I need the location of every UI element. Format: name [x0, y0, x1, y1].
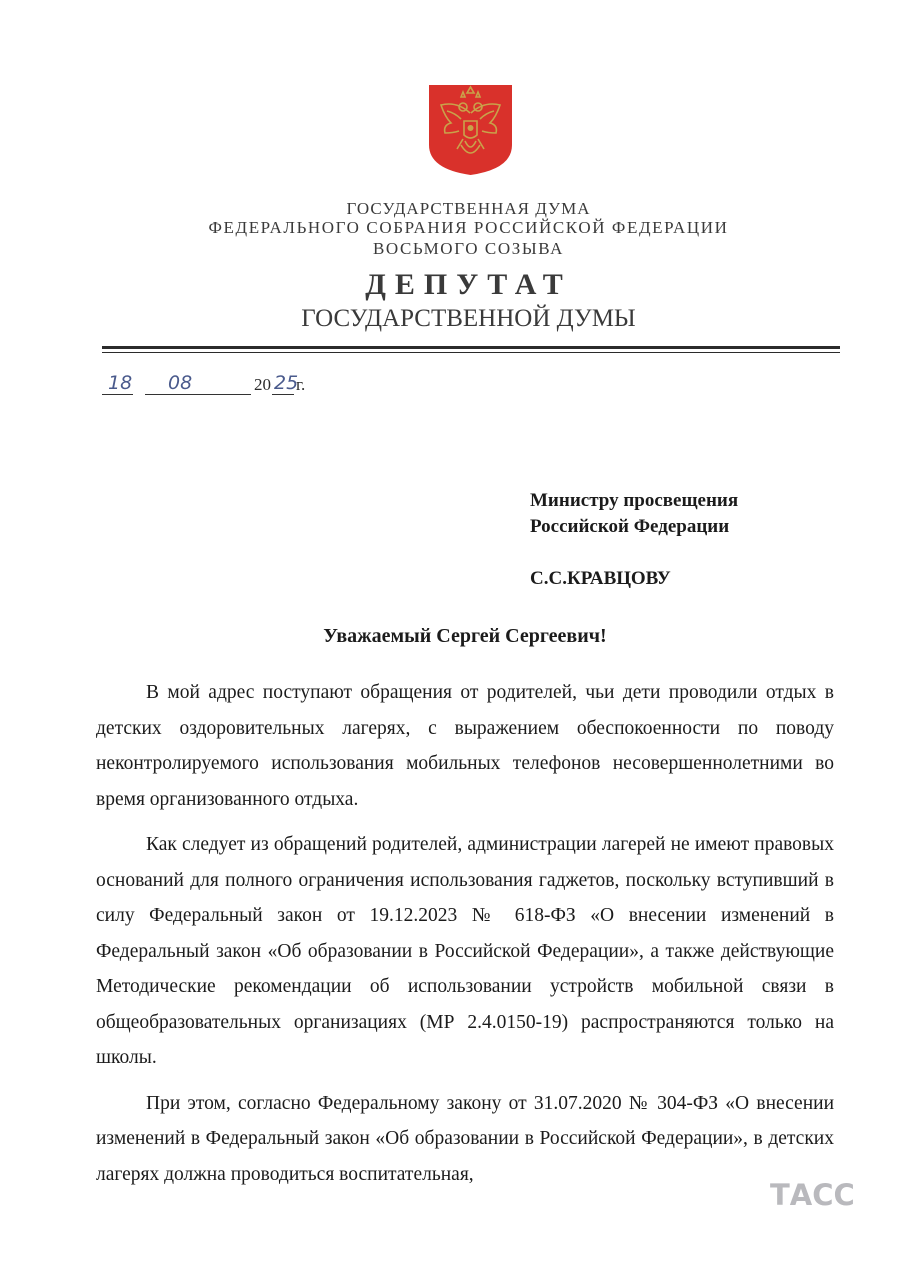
coat-of-arms-icon — [427, 83, 514, 177]
letter-body — [96, 675, 834, 1192]
addressee-name: С.С.КРАВЦОВУ — [530, 568, 671, 589]
header-federal-assembly-line: ФЕДЕРАЛЬНОГО СОБРАНИЯ РОССИЙСКОЙ ФЕДЕРАЦИИ — [208, 218, 729, 237]
body-paragraph: В мой адрес поступают обращения от родителей, чьи дети проводили отдых в детских оздоровительных лагерях, с выражением обеспокоенности по поводу неконтролируемого использования мобильных телефонов несовершеннолетними во время организованного отдыха. — [96, 682, 834, 810]
deputy-title: ДЕПУТАТ — [365, 268, 572, 301]
header-duma-line: ГОСУДАРСТВЕННАЯ ДУМА — [346, 199, 591, 218]
addressee-position: Министру просвещения — [530, 490, 739, 511]
date-day-underline — [102, 394, 133, 395]
salutation: Уважаемый Сергей Сергеевич! — [323, 625, 607, 647]
deputy-subtitle: ГОСУДАРСТВЕННОЙ ДУМЫ — [301, 305, 636, 332]
date-year-suffix: 25 — [274, 372, 299, 394]
date-month: 08 — [168, 372, 193, 394]
date-year-underline — [272, 394, 294, 395]
header-convocation-line: ВОСЬМОГО СОЗЫВА — [372, 239, 565, 258]
date-year-prefix: 20 — [254, 375, 271, 394]
date-day: 18 — [108, 372, 133, 394]
body-paragraph: При этом, согласно Федеральному закону от 31.07.2020 № 304-ФЗ «О внесении изменений в Федеральный закон «Об образовании в Российской Федерации», в детских лагерях должна проводиться воспитательная, — [96, 1092, 834, 1185]
body-paragraph: Как следует из обращений родителей, администрации лагерей не имеют правовых оснований для полного ограничения использования гаджетов, поскольку вступивший в силу Федеральный закон от 19.12.2023 № 618-ФЗ «О внесении изменений в Федеральный закон «Об образовании в Российской Федерации», а также действующие Методические рекомендации об использовании устройств мобильной связи в общеобразовательных организациях (МР 2.4.0150-19) распространяются только на школы. — [96, 834, 834, 1068]
addressee-block — [530, 488, 738, 540]
header-rule-thick — [102, 346, 840, 349]
tass-watermark: ТАСС — [770, 1178, 855, 1212]
addressee-country: Российской Федерации — [530, 516, 730, 537]
date-suffix: г. — [296, 375, 306, 394]
header-rule-thin — [102, 352, 840, 353]
date-month-underline — [145, 394, 251, 395]
